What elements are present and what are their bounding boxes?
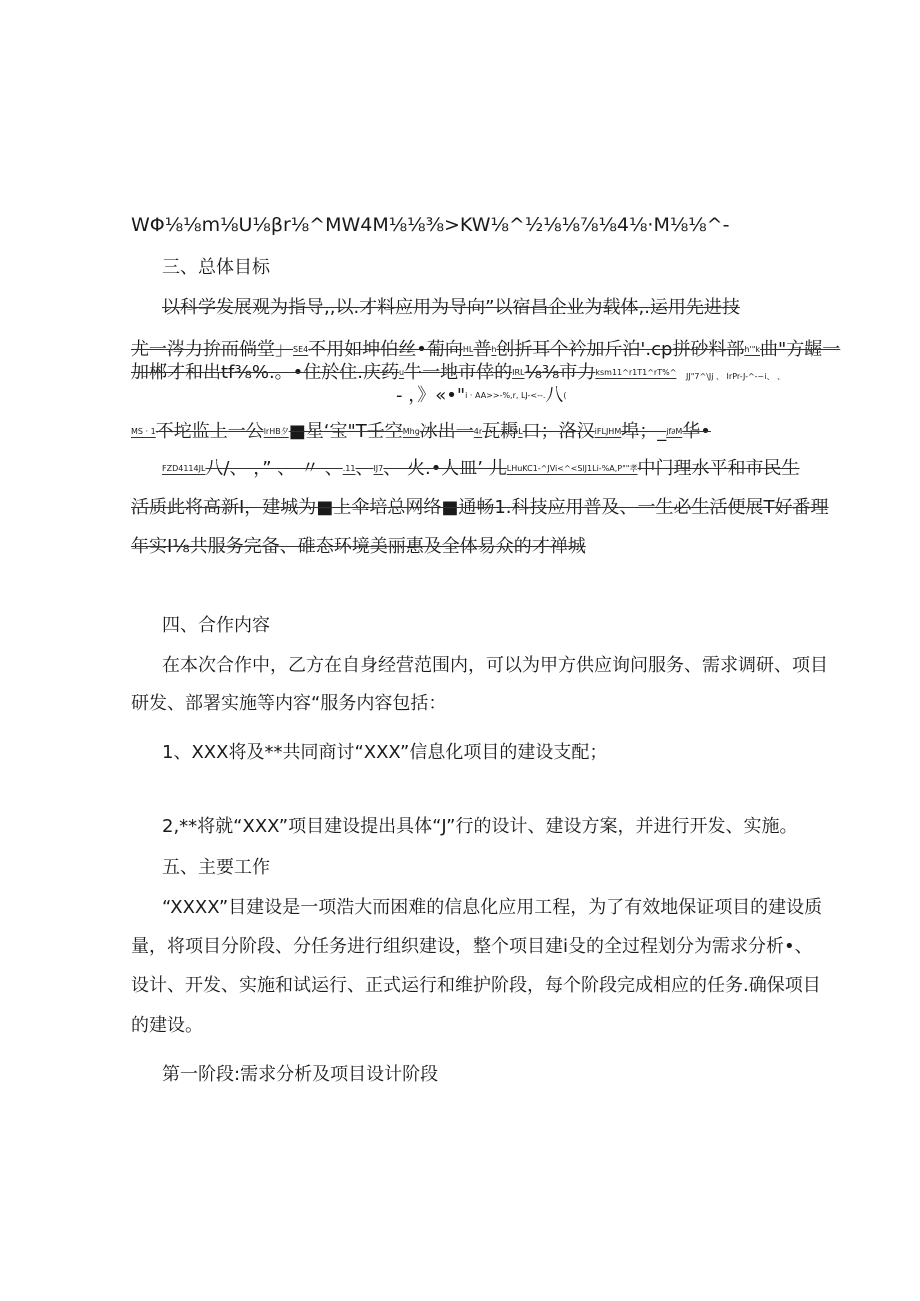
section-3-line-5: [162, 457, 800, 481]
line-4-small-1: MS · 1: [131, 427, 156, 436]
line-3-seg-a: 加郴才和出tf⅜%.。•住於住.庆药: [131, 362, 400, 383]
section-3-line-3-tail: JJ"7^\Jj 、 IrPr-J-^-~i、 、: [686, 372, 786, 381]
line-2-small-3: h: [491, 345, 497, 354]
line-2-small-2: HL: [462, 345, 474, 354]
line-2-seg-e: 曲"方龌一: [760, 339, 841, 360]
line-5-small-2: .11: [342, 464, 356, 473]
line-3-seg-b: 牛一地市倖的: [404, 362, 513, 383]
line-3b-seg-b: 八: [545, 385, 564, 406]
line-2-seg-d: 创折耳个衿加斤泊'.cp拼砂料部: [496, 339, 745, 360]
line-4-small-4: 4r: [473, 427, 483, 436]
line-4-seg-d: 瓦耨: [482, 421, 519, 442]
line-5-small-1: FZD4114JL: [162, 464, 206, 473]
section-3-line-1: 以科学发展观为指导,,以.才料应用为导向”以宿昌企业为载体,.运用先进技: [162, 297, 740, 318]
section-5-para-line-4: 的建设。: [131, 1015, 203, 1036]
section-3-line-4: [131, 420, 711, 444]
line-3b-seg-a: - ，》«•": [396, 385, 466, 406]
line-2-seg-a: 尤一涔力拚而倘堂」: [131, 339, 293, 360]
line-5-small-3: IJ7: [373, 464, 384, 473]
section-4-heading: 四、合作内容: [162, 615, 270, 636]
line-3-seg-c: ⅛⅜市力: [524, 362, 596, 383]
section-4-item-1: 1、XXX将及**共同商讨“XXX”信息化项目的建设支配；: [162, 742, 608, 763]
section-5-para-line-3: 设计、开发、实施和试运行、正式运行和维护阶段，每个阶段完成相应的任务.确保项目: [131, 975, 821, 996]
line-4-seg-g: 华•: [682, 421, 711, 442]
line-4-small-5: L: [518, 427, 523, 436]
section-5-heading: 五、主要工作: [162, 857, 270, 878]
line-4-seg-c: 冰出一: [419, 421, 474, 442]
garbled-text-line: WΦ⅛⅛m⅛U⅛βr⅛^MW4M⅛⅛⅜>KW⅛^½⅛⅛⅞⅛4⅛·M⅛⅛^-: [131, 214, 730, 236]
line-5-seg-d: 中门理水平和市民生: [637, 458, 800, 479]
section-3-line-3: [131, 361, 676, 385]
line-4-small-2: lrHB夕: [263, 427, 289, 436]
line-4-small-3: Mhg: [402, 427, 420, 436]
line-3-small-3: ksm11^r1T1^rT%^: [595, 368, 677, 377]
line-2-seg-b: 不用如坤伯丝•葡向: [308, 339, 463, 360]
section-3-line-7: 年实I⅛共服务完备、碓态环境美丽惠及全体易众的才禅城: [131, 536, 586, 557]
section-3-line-6: 活质此将高新I，建城为■上伞培总网络■通畅1.科技应用普及、一生必生活便展T好番理: [131, 497, 829, 518]
line-2-small-4: h'"k: [744, 345, 761, 354]
line-2-seg-c: 普: [473, 339, 492, 360]
line-4-seg-b: ■星‘宝"T壬空: [288, 421, 403, 442]
line-4-small-6: iFLJHM: [594, 427, 622, 436]
line-5-seg-b: 、: [355, 458, 374, 479]
section-4-para-line-1: 在本次合作中，乙方在自身经营范围内，可以为甲方供应询问服务、需求调研、项目: [162, 655, 828, 676]
line-4-seg-e: 口；洛汉: [522, 421, 595, 442]
line-3b-seg-c: (: [563, 391, 567, 400]
section-4-para-line-2: 研发、部署实施等内容“服务内容包括：: [131, 693, 447, 714]
line-4-seg-a: 不坨监上一公: [155, 421, 264, 442]
line-4-small-7: jf∂M: [666, 427, 683, 436]
section-3-line-2: [131, 338, 840, 362]
section-4-item-2: 2,**将就“XXX”项目建设提出具体“J”行的设计、建设方案，并进行开发、实施。: [162, 816, 798, 837]
section-3-heading: 三、总体目标: [162, 257, 270, 278]
line-5-seg-a: 八/、 ，” 、 〃 、: [205, 458, 343, 479]
section-3-line-3b: [396, 384, 567, 408]
line-5-small-4: LHuKC1-^JVi<^<SlJ1Li-%A,P""孝: [506, 464, 638, 473]
section-5-para-line-2: 量，将项目分阶段、分任务进行组织建设，整个项目建i殳的全过程划分为需求分析•、: [131, 936, 813, 957]
line-2-small-1: SE4: [293, 345, 309, 354]
section-5-para-line-1: “XXXX”目建设是一项浩大而困难的信息化应用工程，为了有效地保证项目的建设质: [162, 897, 823, 918]
line-3-small-2: IRL: [512, 368, 525, 377]
line-4-seg-f: 埠；_: [621, 421, 667, 442]
line-3-small-1: u: [399, 368, 405, 377]
phase-1-heading: 第一阶段:需求分析及项目设计阶段: [162, 1064, 439, 1085]
line-5-seg-c: 、 火.•人皿’ 儿: [383, 458, 507, 479]
line-3b-small: i · AA>>-%,r, LJ-<--.: [465, 391, 546, 400]
